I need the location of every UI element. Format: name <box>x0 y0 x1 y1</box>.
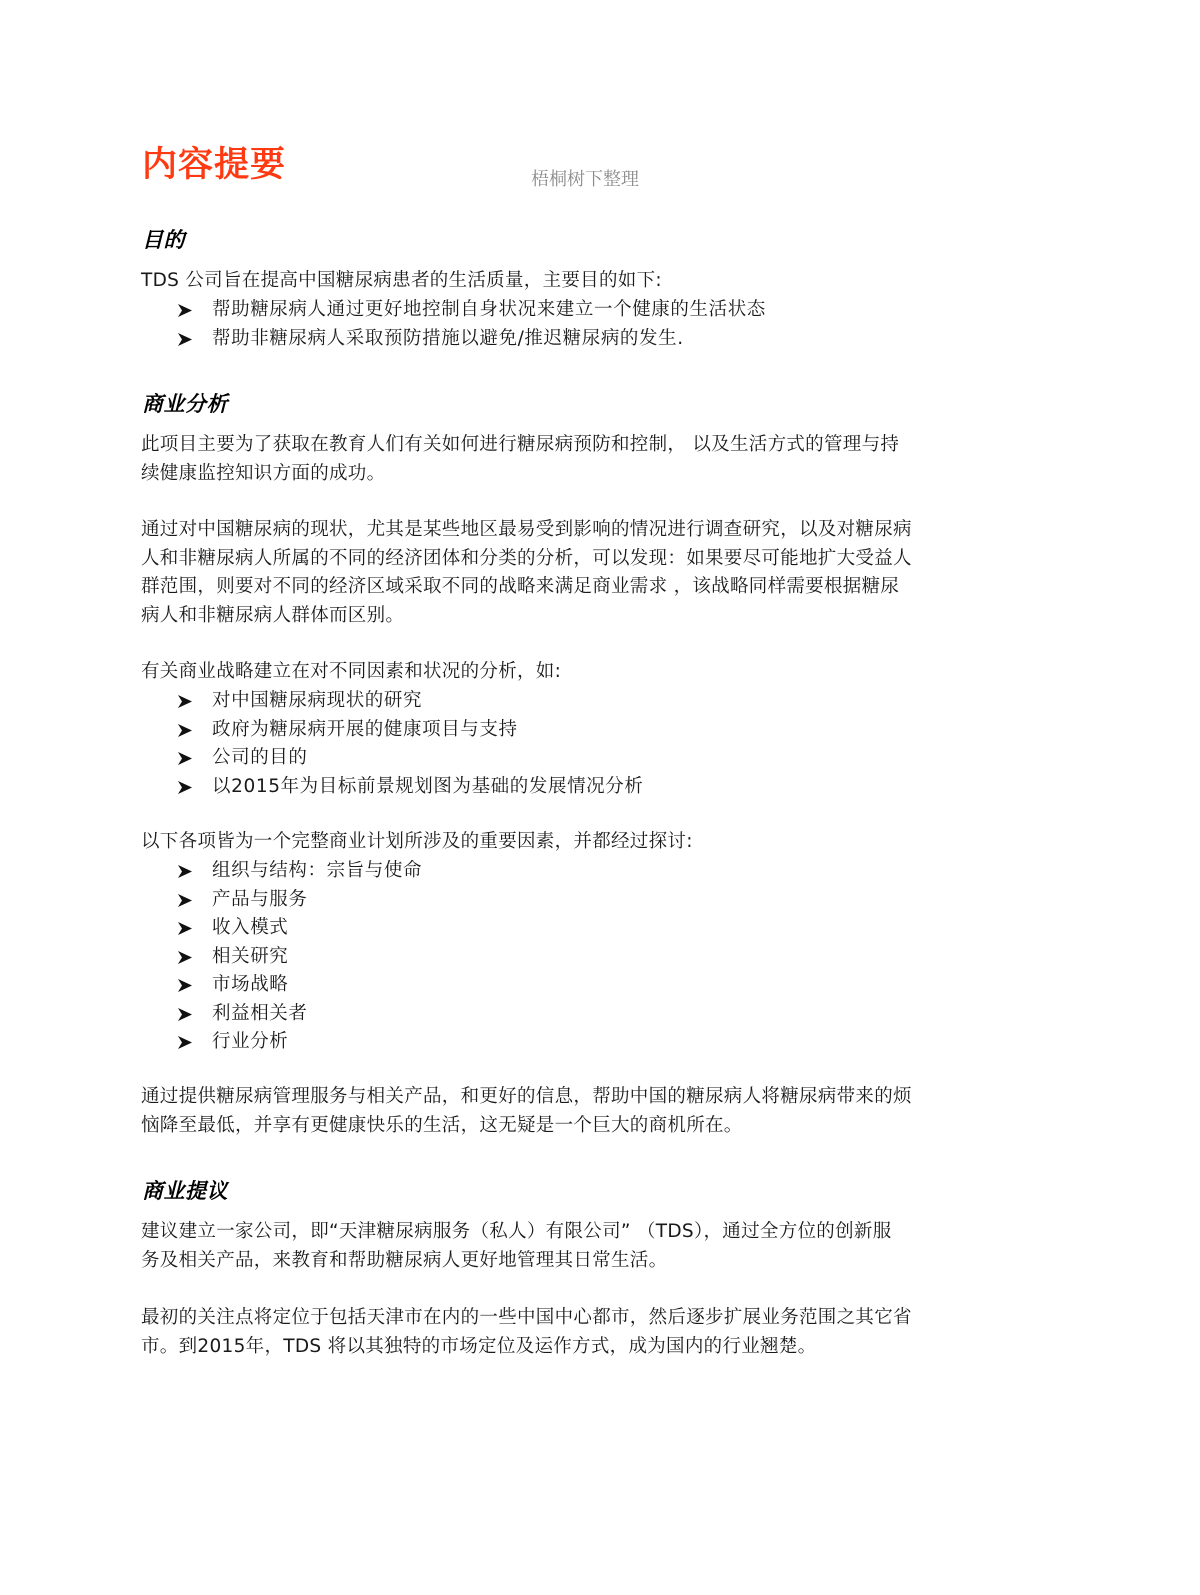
list-item-text: 利益相关者 <box>212 1002 308 1024</box>
list-item-text: 市场战略 <box>212 974 289 995</box>
list-item-text: 相关研究 <box>212 945 289 967</box>
arrowhead-bullet-icon <box>174 296 212 325</box>
list-item <box>174 971 422 1000</box>
list-item-text: 对中国糖尿病现状的研究 <box>212 690 423 711</box>
text-line: 通过提供糖尿病管理服务与相关产品，和更好的信息，帮助中国的糖尿病人将糖尿病带来的烦 <box>141 1086 912 1107</box>
arrowhead-bullet-icon <box>174 687 212 716</box>
text-line: 最初的关注点将定位于包括天津市在内的一些中国中心都市，然后逐步扩展业务范围之其它省 <box>141 1307 912 1328</box>
arrowhead-bullet-icon <box>174 325 212 354</box>
text-line: 续健康监控知识方面的成功。 <box>141 462 386 484</box>
list-item <box>174 1028 422 1057</box>
arrowhead-bullet-icon <box>174 943 212 972</box>
document-subtitle: 梧桐树下整理 <box>531 169 639 190</box>
business-analysis-paragraph-1 <box>141 431 1041 488</box>
list-item <box>174 857 422 886</box>
text-line: 此项目主要为了获取在教育人们有关如何进行糖尿病预防和控制， 以及生活方式的管理与持 <box>141 434 900 455</box>
list-item-text: 产品与服务 <box>212 888 308 910</box>
list-item <box>174 744 643 773</box>
analysis-factors-list <box>174 687 643 801</box>
list-item <box>174 1000 422 1029</box>
text-line: 通过对中国糖尿病的现状，尤其是某些地区最易受到影响的情况进行调查研究，以及对糖尿病 <box>141 519 912 540</box>
arrowhead-bullet-icon <box>174 857 212 886</box>
list-item-text: 以2015年为目标前景规划图为基础的发展情况分析 <box>212 775 644 797</box>
list-item-text: 组织与结构：宗旨与使命 <box>212 860 423 881</box>
arrowhead-bullet-icon <box>174 716 212 745</box>
arrowhead-bullet-icon <box>174 773 212 802</box>
list-item <box>174 716 643 745</box>
list-item <box>174 773 643 802</box>
text-line: 人和非糖尿病人所属的不同的经济团体和分类的分析，可以发现：如果要尽可能地扩大受益人 <box>141 547 912 569</box>
list-item <box>174 943 422 972</box>
text-line: 恼降至最低，并享有更健康快乐的生活，这无疑是一个巨大的商机所在。 <box>141 1114 743 1136</box>
section-heading-business-proposal: 商业提议 <box>142 1179 228 1203</box>
list-item-text: 帮助糖尿病人通过更好地控制自身状况来建立一个健康的生活状态 <box>212 299 766 320</box>
list-item-text: 公司的目的 <box>212 747 308 768</box>
list-item-text: 收入模式 <box>212 917 289 938</box>
list-item <box>174 325 766 354</box>
list-item <box>174 914 422 943</box>
list-item-text: 政府为糖尿病开展的健康项目与支持 <box>212 718 518 740</box>
arrowhead-bullet-icon <box>174 886 212 915</box>
text-line: 病人和非糖尿病人群体而区别。 <box>141 604 405 626</box>
list-item <box>174 687 643 716</box>
business-proposal-paragraph-1 <box>141 1218 1041 1275</box>
arrowhead-bullet-icon <box>174 1028 212 1057</box>
business-analysis-paragraph-3-intro: 有关商业战略建立在对不同因素和状况的分析，如: <box>141 661 562 682</box>
business-analysis-paragraph-2 <box>141 516 1041 630</box>
text-line: 务及相关产品，来教育和帮助糖尿病人更好地管理其日常生活。 <box>141 1249 668 1271</box>
list-item <box>174 296 766 325</box>
arrowhead-bullet-icon <box>174 971 212 1000</box>
text-line: 市。到2015年，TDS 将以其独特的市场定位及运作方式，成为国内的行业翘楚。 <box>141 1335 817 1357</box>
text-line: 建议建立一家公司，即“天津糖尿病服务（私人）有限公司” （TDS），通过全方位的创新服 <box>141 1221 892 1242</box>
section-heading-business-analysis: 商业分析 <box>142 392 228 416</box>
list-item <box>174 886 422 915</box>
business-analysis-paragraph-4-intro: 以下各项皆为一个完整商业计划所涉及的重要因素，并都经过探讨: <box>141 831 693 852</box>
arrowhead-bullet-icon <box>174 914 212 943</box>
business-analysis-paragraph-5 <box>141 1083 1041 1140</box>
list-item-text: 帮助非糖尿病人采取预防措施以避免/推迟糖尿病的发生. <box>212 327 684 349</box>
purpose-intro: TDS 公司旨在提高中国糖尿病患者的生活质量，主要目的如下: <box>141 270 662 291</box>
arrowhead-bullet-icon <box>174 744 212 773</box>
text-line: 群范围，则要对不同的经济区域采取不同的战略来满足商业需求 ，该战略同样需要根据糖尿 <box>141 576 900 597</box>
business-proposal-paragraph-2 <box>141 1304 1041 1361</box>
document-title: 内容提要 <box>142 145 287 185</box>
section-heading-purpose: 目的 <box>142 228 185 252</box>
business-plan-factors-list <box>174 857 422 1057</box>
list-item-text: 行业分析 <box>212 1031 289 1052</box>
arrowhead-bullet-icon <box>174 1000 212 1029</box>
purpose-bullet-list <box>174 296 766 353</box>
